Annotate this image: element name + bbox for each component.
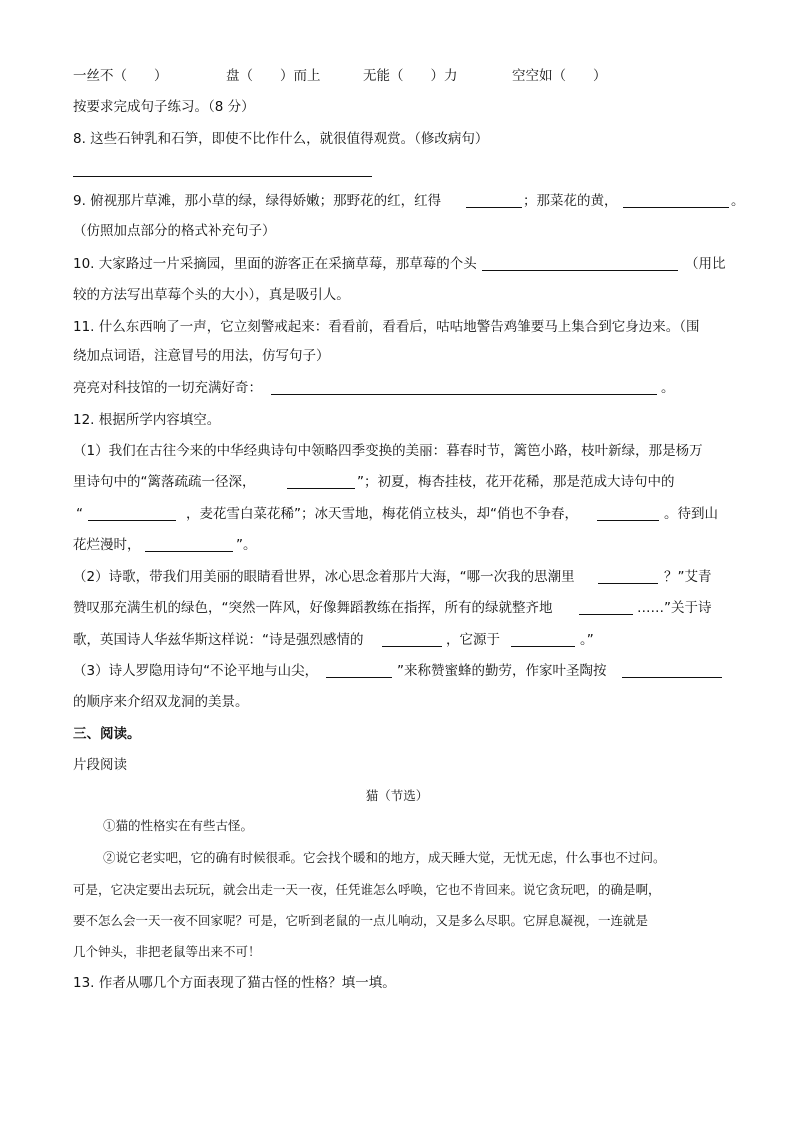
q12-2-line-1a: （2）诗歌，带我们用美丽的眼睛看世界，冰心思念着那片大海，“哪一次我的思潮里 — [73, 569, 575, 585]
passage-p2-line-1: ②说它老实吧，它的确有时候很乖。它会找个暖和的地方，成天睡大觉，无忧无虑，什么事也不过问。 — [103, 850, 666, 865]
question-11-prompt: 亮亮对科技馆的一切充满好奇： — [73, 380, 262, 396]
question-9-text-3: 。 — [731, 193, 745, 209]
q12-3-line-2: 的顺序来介绍双龙洞的美景。 — [73, 694, 249, 710]
answer-blank-q9-a[interactable] — [466, 207, 522, 208]
answer-blank-q10[interactable] — [482, 270, 678, 271]
question-9-note: （仿照加点部分的格式补充句子） — [73, 223, 276, 239]
q12-1-line-3b: ，麦花雪白菜花稀”；冰天雪地，梅花俏立枝头，却“俏也不争春， — [186, 506, 578, 522]
fill-item-3: 无能（ ）力 — [363, 68, 458, 84]
q12-3-line-1a: （3）诗人罗隐用诗句“不论平地与山尖， — [73, 663, 319, 679]
q12-2-line-1b: ？”艾青 — [664, 569, 712, 585]
section-3-sub: 片段阅读 — [73, 757, 127, 773]
section-3-heading: 三、阅读。 — [73, 726, 141, 742]
passage-paragraph-1: ①猫的性格实在有些古怪。 — [103, 818, 254, 833]
passage-p2-line-4: 几个钟头，非把老鼠等出来不可！ — [73, 944, 261, 959]
question-12-title: 12. 根据所学内容填空。 — [73, 412, 221, 428]
answer-blank-q12-2-d[interactable] — [511, 646, 575, 647]
answer-blank-q12-2-c[interactable] — [382, 646, 442, 647]
q12-1-line-3a: “ — [76, 506, 83, 522]
answer-blank-q12-3-b[interactable] — [622, 677, 722, 678]
answer-blank-q12-2-a[interactable] — [598, 583, 658, 584]
q12-2-line-3b: ，它源于 — [446, 632, 500, 648]
passage-p2-line-2: 可是，它决定要出去玩玩，就会出走一天一夜，任凭谁怎么呼唤，它也不肯回来。说它贪玩吧，的确是啊， — [73, 882, 661, 897]
answer-line-q8[interactable] — [73, 176, 372, 177]
q12-2-line-3c: 。” — [580, 632, 594, 648]
question-8: 8. 这些石钟乳和石笋，即使不比作什么，就很值得观赏。（修改病句） — [73, 131, 489, 147]
passage-title: 猫（节选） — [365, 788, 429, 803]
q12-2-line-3a: 歌，英国诗人华兹华斯这样说：“诗是强烈感情的 — [73, 632, 364, 648]
answer-blank-q12-1-b[interactable] — [88, 520, 176, 521]
answer-blank-q12-1-d[interactable] — [145, 551, 233, 552]
question-10-text-2: （用比 — [685, 256, 726, 272]
question-10-text-1: 10. 大家路过一片采摘园，里面的游客正在采摘草莓，那草莓的个头 — [73, 256, 477, 272]
q12-1-line-4b: ”。 — [236, 537, 257, 553]
answer-blank-q9-b[interactable] — [623, 207, 729, 208]
question-11-line-1: 11. 什么东西响了一声，它立刻警戒起来：看看前，看看后，咕咕地警告鸡雏要马上集合到它身边来。（围 — [73, 319, 700, 335]
q12-1-line-1: （1）我们在古往今来的中华经典诗句中领略四季变换的美丽：暮春时节，篱笆小路，枝叶新绿，那是杨万 — [73, 443, 703, 459]
answer-blank-q12-1-c[interactable] — [597, 520, 659, 521]
q12-1-line-2b: ”；初夏，梅杏挂枝，花开花稀，那是范成大诗句中的 — [357, 474, 675, 490]
instruction: 按要求完成句子练习。（8 分） — [73, 99, 255, 115]
q12-1-line-3c: 。待到山 — [664, 506, 718, 522]
fill-item-2: 盘（ ）而上 — [226, 68, 321, 84]
question-11-end: 。 — [661, 380, 675, 396]
q12-3-line-1b: ”来称赞蜜蜂的勤劳，作家叶圣陶按 — [397, 663, 607, 679]
fill-item-4: 空空如（ ） — [512, 68, 607, 84]
question-11-line-2: 绕加点词语，注意冒号的用法，仿写句子） — [73, 348, 330, 364]
answer-blank-q12-3-a[interactable] — [326, 677, 392, 678]
answer-blank-q11[interactable] — [271, 394, 657, 395]
q12-2-line-2a: 赞叹那充满生机的绿色，“突然一阵风，好像舞蹈教练在指挥，所有的绿就整齐地 — [73, 600, 553, 616]
passage-p2-line-3: 要不怎么会一天一夜不回家呢？可是，它听到老鼠的一点儿响动，又是多么尽职。它屏息凝视，一连就是 — [73, 913, 649, 928]
answer-blank-q12-1-a[interactable] — [287, 488, 355, 489]
question-9-text-2: ；那菜花的黄， — [523, 193, 618, 209]
answer-blank-q12-2-b[interactable] — [579, 614, 633, 615]
q12-2-line-2b: ……”关于诗 — [637, 600, 712, 616]
question-10-text-3: 较的方法写出草莓个头的大小），真是吸引人。 — [73, 287, 350, 303]
question-13: 13. 作者从哪几个方面表现了猫古怪的性格？填一填。 — [73, 975, 396, 991]
fill-item-1: 一丝不（ ） — [73, 68, 168, 84]
question-9-text-1: 9. 俯视那片草滩，那小草的绿，绿得娇嫩；那野花的红，红得 — [73, 193, 442, 209]
q12-1-line-2a: 里诗句中的“篱落疏疏一径深， — [73, 474, 256, 490]
q12-1-line-4a: 花烂漫时， — [73, 537, 141, 553]
